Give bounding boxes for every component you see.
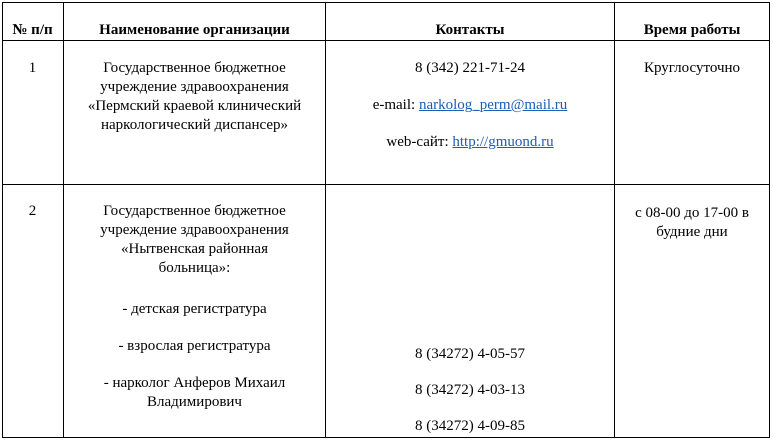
header-divider — [2, 40, 770, 41]
row-divider — [2, 184, 770, 185]
narcologist-line: - нарколог Анферов Михаил — [103, 375, 286, 391]
row2-phone-3: 8 (34272) 4-09-85 — [415, 418, 525, 434]
org-line: «Пермский краевой клинический — [87, 98, 302, 114]
row2-children-registry: - детская регистратура — [122, 301, 267, 317]
hours-line: будние дни — [656, 224, 728, 240]
email-line — [326, 96, 614, 115]
table-border-top — [2, 2, 770, 3]
header-num: № п/п — [12, 22, 53, 38]
email-label: e-mail: — [372, 97, 419, 113]
hours-line: с 08-00 до 17-00 в — [635, 205, 749, 221]
table-border-bottom — [2, 437, 770, 438]
row2-phone-2: 8 (34272) 4-03-13 — [415, 382, 525, 398]
organizations-table — [2, 2, 770, 438]
row1-hours: Круглосуточно — [643, 60, 741, 76]
row1-num: 1 — [28, 60, 37, 76]
org-line: больница»: — [158, 260, 231, 276]
row2-num: 2 — [28, 203, 37, 219]
org-line: учреждение здравоохранения — [100, 79, 289, 95]
org-line: «Нытвенская районная — [121, 241, 268, 257]
org-line: Государственное бюджетное — [103, 60, 286, 76]
site-link[interactable]: http://gmuond.ru — [452, 134, 554, 150]
header-contacts: Контакты — [435, 22, 505, 38]
row2-narcologist — [64, 374, 325, 412]
row2-org — [64, 202, 325, 278]
email-link[interactable]: narkolog_perm@mail.ru — [418, 97, 568, 113]
header-hours: Время работы — [643, 22, 741, 38]
row2-hours — [615, 204, 769, 242]
org-line: учреждение здравоохранения — [100, 222, 289, 238]
row1-contacts — [326, 59, 614, 152]
row2-adult-registry: - взрослая регистратура — [118, 338, 271, 354]
table-border-right — [769, 2, 770, 438]
row2-phone-1: 8 (34272) 4-05-57 — [415, 346, 525, 362]
header-org: Наименование организации — [99, 22, 290, 38]
org-line: Государственное бюджетное — [103, 203, 286, 219]
row1-org — [64, 59, 325, 135]
narcologist-line: Владимирович — [147, 394, 242, 410]
org-line: наркологический диспансер» — [100, 117, 289, 133]
site-line — [326, 133, 614, 152]
site-label: web-сайт: — [386, 134, 453, 150]
phone: 8 (342) 221-71-24 — [415, 60, 525, 76]
